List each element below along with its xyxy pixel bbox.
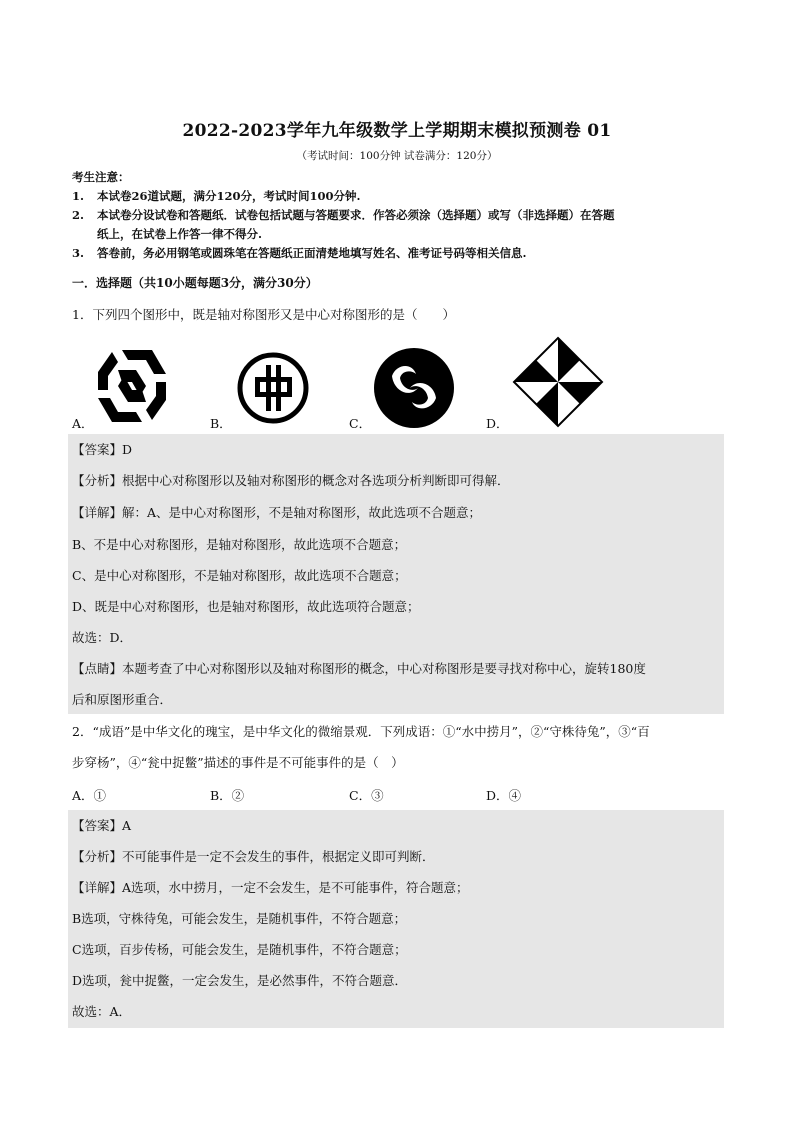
note-text: 本试卷分设试卷和答题纸．试卷包括试题与答题要求．作答必须涂（选择题）或写（非选择题）在答题 [97,208,615,222]
page-title: 2022-2023学年九年级数学上学期期末模拟预测卷 01 [182,121,612,141]
exam-notes [72,168,732,263]
analysis-line: 【分析】根据中心对称图形以及轴对称图形的概念对各选项分析判断即可得解． [72,473,510,488]
option-a[interactable]: A．① [72,788,107,803]
option-b[interactable]: B．② [210,788,245,803]
option-d[interactable]: D．④ [486,788,522,803]
detail-line: B选项，守株待兔，可能会发生，是随机事件，不符合题意； [72,911,407,926]
note-item [72,206,732,225]
detail-line: 故选：D． [72,630,133,645]
note-number: 2. [72,208,85,222]
detail-line: 【详解】A选项，水中捞月，一定不会发生，是不可能事件，符合题意； [72,880,469,895]
detail-line: 【详解】解：A、是中心对称图形，不是轴对称图形，故此选项不合题意； [72,505,482,520]
detail-line: D选项，瓮中捉鳖，一定会发生，是必然事件，不符合题意． [72,973,408,988]
comment-line: 【点睛】本题考查了中心对称图形以及轴对称图形的概念，中心对称图形是要寻找对称中心，旋转180度 [72,661,646,676]
note-item [72,187,732,206]
question-2-stem: 步穿杨”，④“瓮中捉鳖”描述的事件是不可能事件的是（ ） [72,755,404,770]
tomoe-circle-icon [372,346,456,434]
section-heading: 一．选择题（共10小题每题3分，满分30分） [72,276,318,290]
option-d[interactable]: D． [486,416,509,431]
pinwheel-diamond-icon [512,336,604,432]
detail-line: 故选：A． [72,1004,132,1019]
answer-line: 【答案】A [72,818,132,833]
detail-line: B、不是中心对称图形，是轴对称图形，故此选项不合题意； [72,537,407,552]
note-text: 纸上，在试卷上作答一律不得分. [97,227,263,241]
note-number: 1. [72,189,85,203]
detail-line: C、是中心对称图形，不是轴对称图形，故此选项不合题意； [72,568,407,583]
answer-line: 【答案】D [72,442,133,457]
note-item [72,225,732,244]
question-2-stem: 2．“成语”是中华文化的瑰宝，是中华文化的微缩景观．下列成语：①“水中捞月”，②“守株待兔”，③“百 [72,724,650,739]
question-1-stem: 1．下列四个图形中，既是轴对称图形又是中心对称图形的是（ ） [72,307,455,322]
note-text: 答卷前，务必用钢笔或圆珠笔在答题纸正面清楚地填写姓名、准考证号码等相关信息. [97,246,527,260]
note-item [72,244,732,263]
option-a[interactable]: A． [72,416,94,431]
option-c[interactable]: C．③ [349,788,384,803]
detail-line: C选项，百步传杨，可能会发生，是随机事件，不符合题意； [72,942,407,957]
hexagon-loop-icon [96,348,168,428]
bank-coin-icon [236,351,310,429]
option-b[interactable]: B． [210,416,232,431]
exam-info: （考试时间：100分钟 试卷满分：120分） [296,150,498,162]
option-c[interactable]: C． [349,416,372,431]
note-number: 3. [72,246,85,260]
notes-heading: 考生注意： [72,170,130,184]
note-text: 本试卷26道试题，满分120分，考试时间100分钟. [97,189,361,203]
analysis-line: 【分析】不可能事件是一定不会发生的事件，根据定义即可判断． [72,849,435,864]
comment-line: 后和原图形重合． [72,692,173,707]
detail-line: D、既是中心对称图形，也是轴对称图形，故此选项符合题意； [72,599,420,614]
